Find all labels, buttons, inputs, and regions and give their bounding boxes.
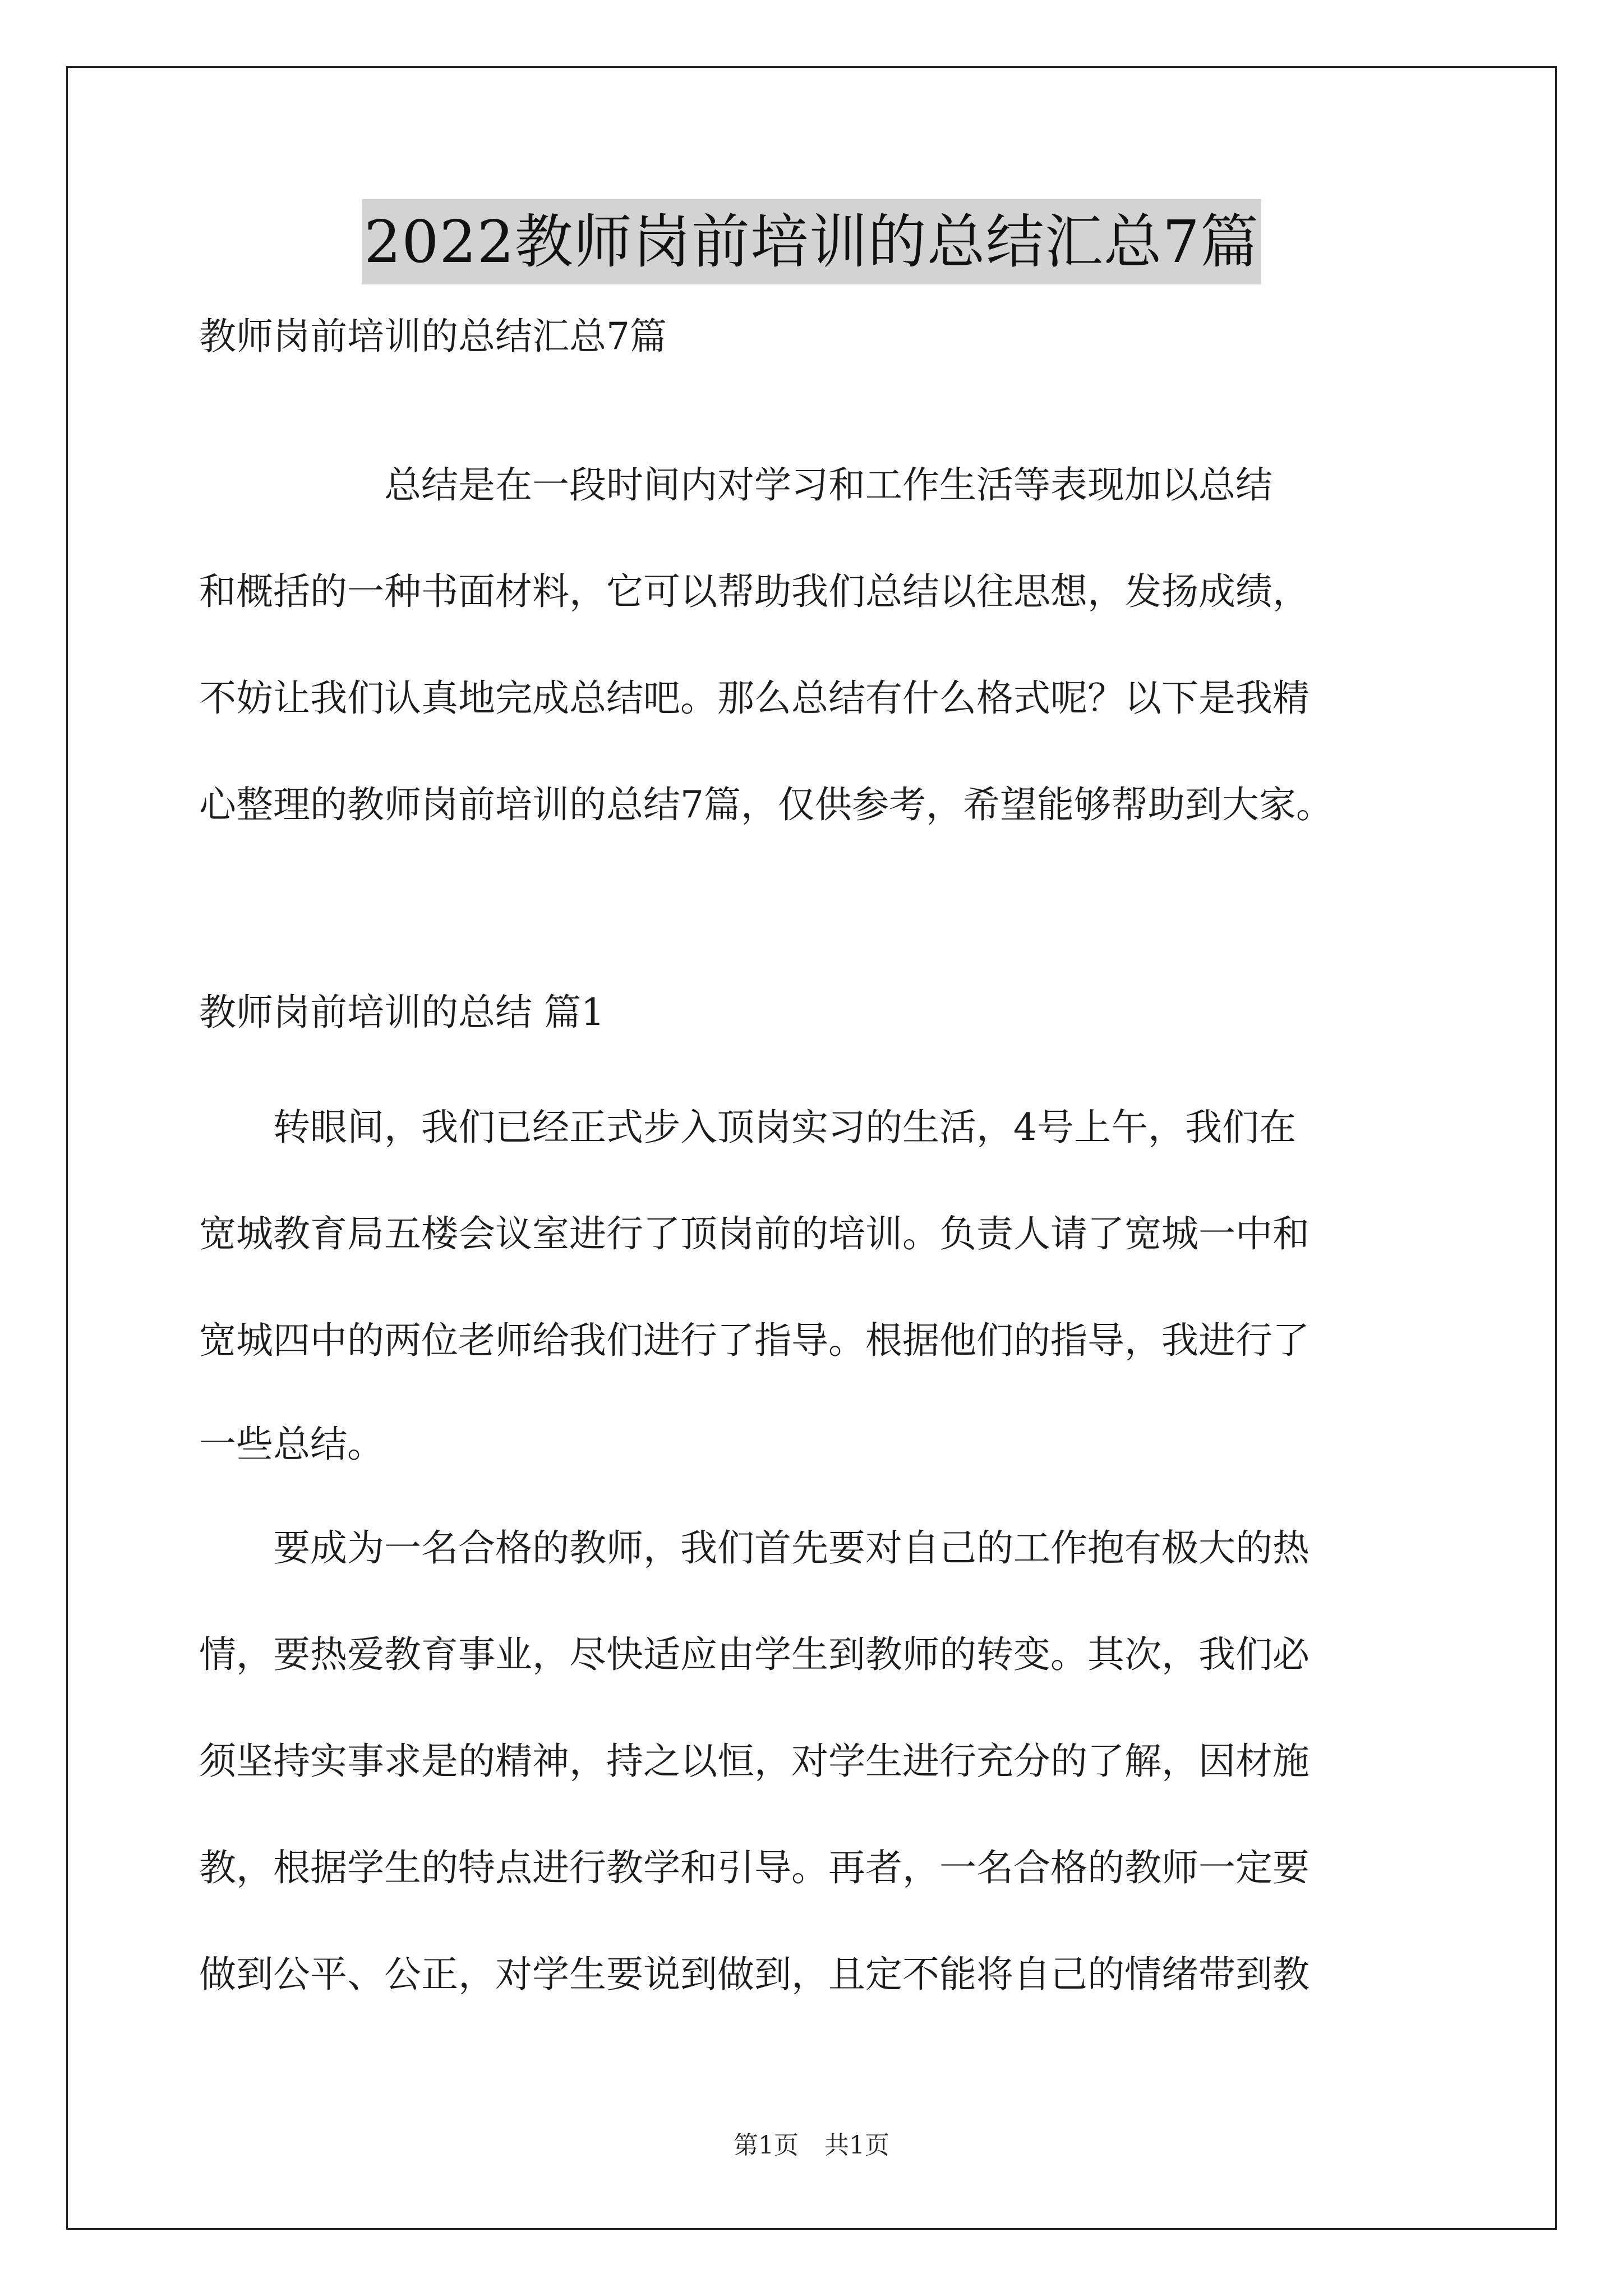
page-footer [0, 2129, 1623, 2162]
body-line: 教，根据学生的特点进行教学和引导。再者，一名合格的教师一定要 [199, 1846, 1310, 1889]
body-line: 一些总结。 [199, 1423, 384, 1466]
body-line: 心整理的教师岗前培训的总结7篇，仅供参考，希望能够帮助到大家。 [199, 783, 1333, 826]
page-total: 共1页 [824, 2131, 889, 2160]
body-line: 和概括的一种书面材料，它可以帮助我们总结以往思想，发扬成绩， [199, 570, 1310, 613]
body-line: 宽城四中的两位老师给我们进行了指导。根据他们的指导，我进行了 [199, 1319, 1310, 1362]
body-line: 做到公平、公正，对学生要说到做到，且定不能将自己的情绪带到教 [199, 1953, 1310, 1996]
page-number: 第1页 [734, 2131, 799, 2160]
body-line: 不妨让我们认真地完成总结吧。那么总结有什么格式呢？以下是我精 [199, 677, 1310, 720]
body-line: 转眼间，我们已经正式步入顶岗实习的生活，4号上午，我们在 [199, 1106, 1296, 1149]
body-line: 宽城教育局五楼会议室进行了顶岗前的培训。负责人请了宽城一中和 [199, 1212, 1310, 1255]
subtitle-line: 教师岗前培训的总结汇总7篇 [199, 315, 667, 358]
body-line: 总结是在一段时间内对学习和工作生活等表现加以总结 [199, 463, 1272, 507]
body-line: 须坚持实事求是的精神，持之以恒，对学生进行充分的了解，因材施 [199, 1740, 1310, 1783]
section-heading: 教师岗前培训的总结 篇1 [199, 991, 605, 1034]
document-title: 2022教师岗前培训的总结汇总7篇 [362, 199, 1261, 284]
body-line: 要成为一名合格的教师，我们首先要对自己的工作抱有极大的热 [199, 1526, 1310, 1570]
body-line: 情，要热爱教育事业，尽快适应由学生到教师的转变。其次，我们必 [199, 1633, 1310, 1676]
title-container [0, 199, 1623, 284]
